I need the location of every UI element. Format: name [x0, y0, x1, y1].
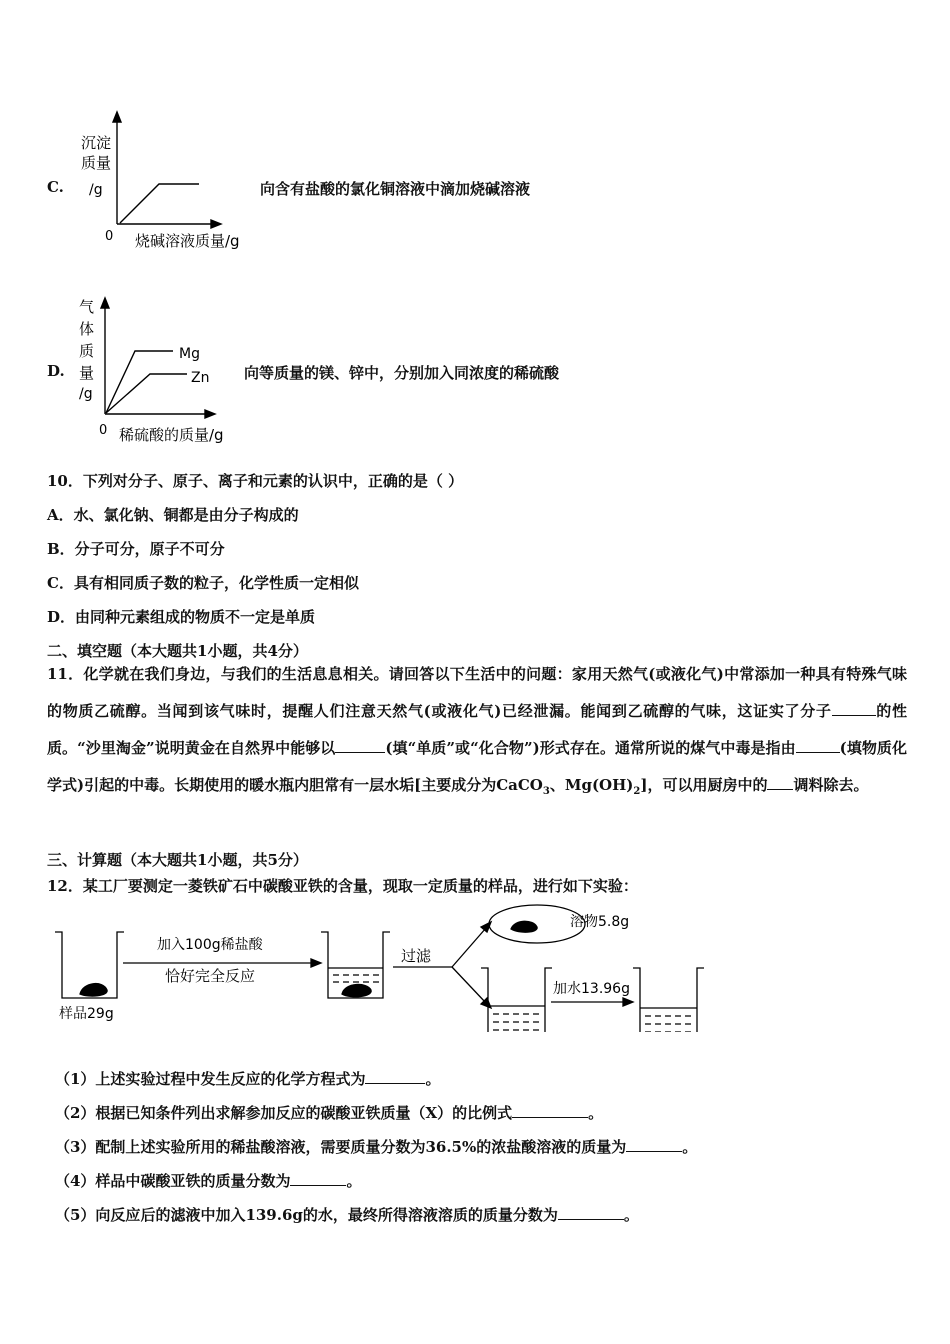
q12-sub-3-end: 。 [682, 1138, 698, 1156]
q11-sep: 、 [549, 776, 565, 794]
q12-sub-1 [55, 1068, 440, 1089]
q11-caco3-sub: 3 [542, 786, 550, 797]
graph-c-yunit: /g [89, 182, 103, 198]
q11-text-4: (填物质化学式)引起的中毒。长期使用的暖水瓶内胆常有一层水垢[主要成分为 [47, 739, 907, 794]
q10-option-d: D．由同种元素组成的物质不一定是单质 [47, 608, 316, 626]
q12-sub-3-text: （3）配制上述实验所用的稀盐酸溶液，需要质量分数为36.5%的浓盐酸溶液的质量为 [55, 1138, 627, 1156]
option-c-label: C. [47, 178, 64, 196]
q11-mgoh: Mg(OH) [564, 776, 634, 794]
graph-d-origin: 0 [99, 423, 108, 438]
q11-text-1: 11．化学就在我们身边，与我们的生活息息相关。请回答以下生活中的问题：家用天然气(或液化气)中常添加一种具有特殊气味的物质乙硫醇。当闻到该气味时，提醒人们注意天然气(或液化气)已经泄漏。能闻到乙硫醇的气味，这证实了分子 [47, 665, 907, 720]
arrow-1-head [311, 959, 321, 967]
solid-label: 溶物5.8g [570, 914, 630, 930]
q10-option-a: A．水、氯化钠、铜都是由分子构成的 [47, 506, 299, 524]
graph-d-ylabel-3: 量 [79, 364, 95, 382]
sample-solid [80, 984, 107, 996]
graph-d-zn-label: Zn [191, 370, 210, 386]
q11-text-5: ]，可以用厨房中的 [640, 776, 768, 794]
q12-stem: 12．某工厂要测定一菱铁矿石中碳酸亚铁的含量，现取一定质量的样品，进行如下实验： [47, 877, 638, 895]
q11-blank-2[interactable] [335, 738, 385, 753]
q12-sub-4-text: （4）样品中碳酸亚铁的质量分数为 [55, 1172, 291, 1190]
q11-mgoh-sub: 2 [633, 786, 641, 797]
q11-text-2: 的性质。“沙里淘金”说明黄金在自然界中能够以 [47, 702, 907, 757]
graph-d-x-arrow [205, 410, 215, 418]
graph-d-yunit: /g [79, 386, 93, 402]
graph-c-curve [120, 184, 199, 223]
graph-d-mg-label: Mg [179, 346, 200, 362]
q12-sub-2-text: （2）根据已知条件列出求解参加反应的碳酸亚铁质量（X）的比例式 [55, 1104, 513, 1122]
q12-sub-5-end: 。 [623, 1206, 639, 1224]
q12-sub-5 [55, 1204, 639, 1225]
q11-caco3: CaCO [496, 776, 543, 794]
step1-top-label: 加入100g稀盐酸 [157, 937, 263, 953]
section-3-heading: 三、计算题（本大题共1小题，共5分） [47, 851, 308, 869]
q12-sub-2 [55, 1102, 603, 1123]
graph-c-ylabel1: 沉淀 [81, 134, 112, 152]
q12-sub-2-blank[interactable] [512, 1103, 588, 1118]
q12-sub-4-end: 。 [346, 1172, 362, 1190]
q12-sub-3 [55, 1136, 697, 1157]
filter-branch-up [452, 928, 486, 967]
graph-d-xlabel: 稀硫酸的质量/g [119, 426, 224, 444]
graph-d-y-arrow [101, 298, 109, 308]
graph-d-zn-line [106, 374, 187, 413]
graph-c-x-arrow [211, 220, 221, 228]
q12-sub-4-blank[interactable] [290, 1171, 346, 1186]
q12-sub-1-end: 。 [425, 1070, 441, 1088]
graph-d-ylabel-2: 质 [79, 342, 95, 360]
experiment-diagram [45, 902, 715, 1032]
beaker-4 [633, 968, 704, 1032]
q10-option-c: C．具有相同质子数的粒子，化学性质一定相似 [47, 574, 359, 592]
add-water-label: 加水13.96g [553, 981, 630, 997]
q10-option-b: B．分子可分，原子不可分 [47, 540, 225, 558]
q11-blank-3[interactable] [796, 738, 840, 753]
graph-d-caption: 向等质量的镁、锌中，分别加入同浓度的稀硫酸 [244, 364, 560, 382]
q12-sub-4 [55, 1170, 361, 1191]
q12-sub-3-blank[interactable] [626, 1137, 682, 1152]
graph-c-xlabel: 烧碱溶液质量/g [135, 232, 240, 250]
q11-blank-4[interactable] [767, 775, 793, 790]
q11-text-3: (填“单质”或“化合物”)形式存在。通常所说的煤气中毒是指由 [385, 739, 796, 757]
filter-label: 过滤 [401, 947, 432, 965]
graph-d-ylabel-1: 体 [79, 320, 95, 338]
sample-label: 样品29g [59, 1006, 114, 1022]
q10-stem: 10．下列对分子、原子、离子和元素的认识中，正确的是（ ） [47, 472, 464, 490]
graph-c-y-arrow [113, 112, 121, 122]
q12-sub-1-text: （1）上述实验过程中发生反应的化学方程式为 [55, 1070, 366, 1088]
graph-d-ylabel-0: 气 [79, 298, 95, 316]
q11-blank-1[interactable] [832, 701, 876, 716]
graph-c-origin: 0 [105, 229, 114, 244]
q12-sub-1-blank[interactable] [365, 1069, 425, 1084]
arrow-2-head [623, 998, 633, 1006]
q12-sub-2-end: 。 [588, 1104, 604, 1122]
section-2-heading: 二、填空题（本大题共1小题，共4分） [47, 642, 308, 660]
graph-c-caption: 向含有盐酸的氯化铜溶液中滴加烧碱溶液 [260, 180, 531, 198]
option-d-label: D. [47, 362, 65, 380]
step1-bottom-label: 恰好完全反应 [165, 967, 256, 985]
filter-branch-down [452, 967, 486, 1003]
q12-sub-5-text: （5）向反应后的滤液中加入139.6g的水，最终所得溶液溶质的质量分数为 [55, 1206, 558, 1224]
graph-d [75, 292, 245, 447]
q11-text-6: 调料除去。 [793, 776, 869, 794]
q11-paragraph [47, 656, 907, 810]
filtered-solid [511, 921, 537, 932]
q12-sub-5-blank[interactable] [558, 1205, 624, 1220]
graph-c-ylabel2: 质量 [81, 154, 112, 172]
beaker-2-solid [342, 984, 371, 996]
graph-c [75, 108, 265, 258]
